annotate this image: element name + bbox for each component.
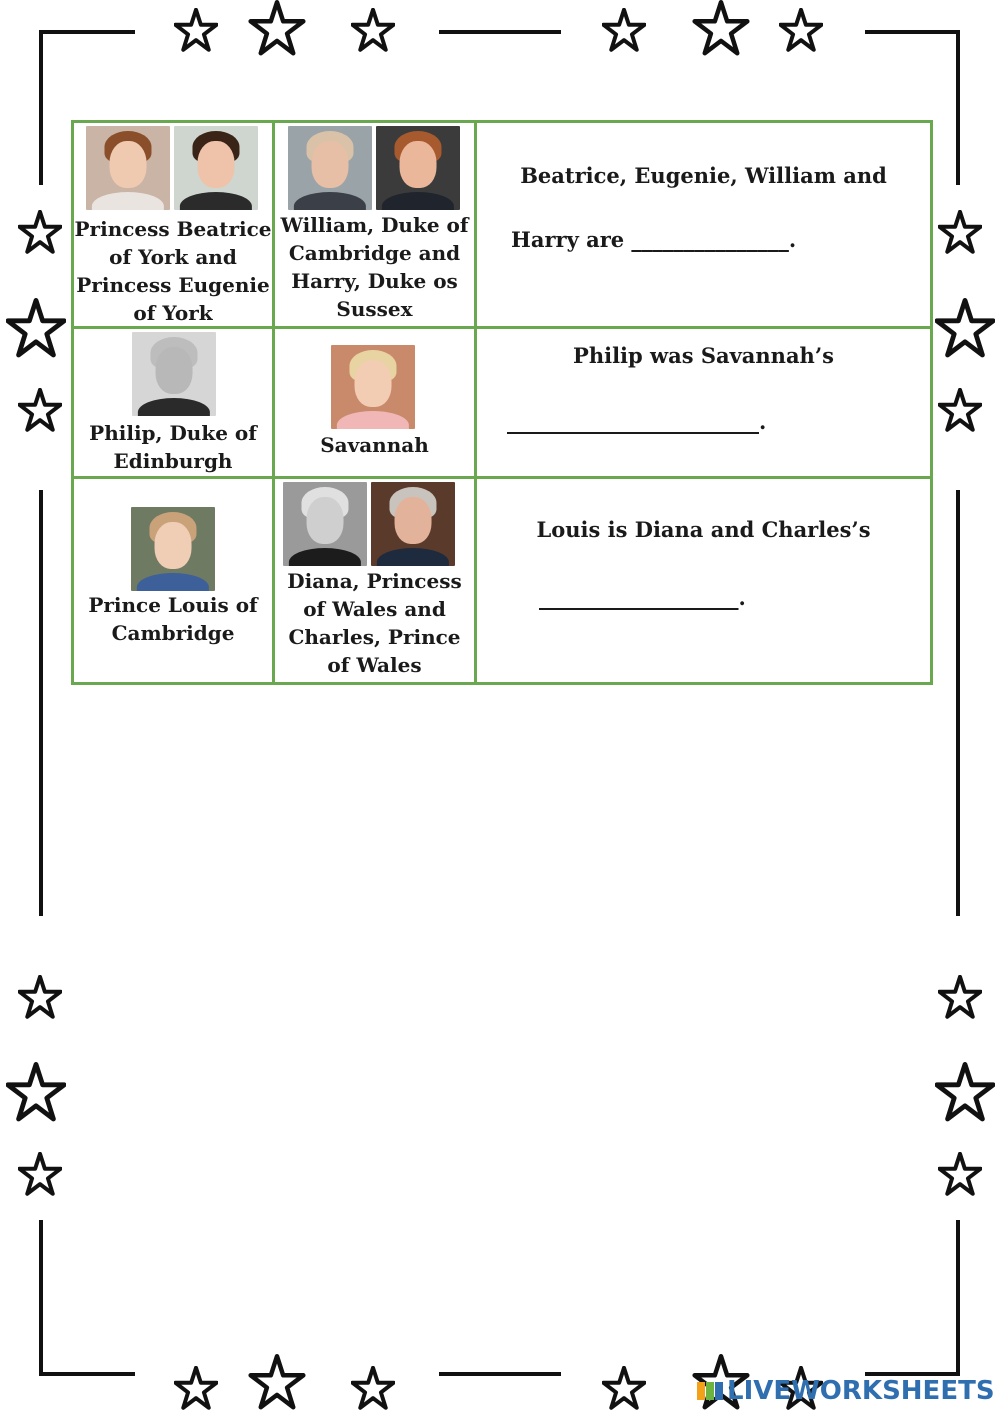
frame-line [439,30,561,34]
star-icon [938,1152,982,1196]
star-icon [938,975,982,1019]
photo-caption: Princess Beatrice of York and Princess Eugenie of York [74,217,272,325]
question-cell-2 [477,329,930,479]
frame-line [39,30,43,185]
star-icon [18,1152,62,1196]
eugenie-photo [174,126,258,210]
star-icon [602,8,646,52]
watermark-text: LIVEWORKSHEETS [727,1376,995,1406]
star-icon [18,388,62,432]
frame-line [865,30,960,34]
photo-caption: William, Duke of Cambridge and Harry, Duke os Sussex [280,213,469,321]
question-text: Louis is Diana and Charles’s [536,517,871,542]
star-icon [938,388,982,432]
frame-line [39,30,135,34]
photo-cell-louis [74,479,275,682]
question-blank-line[interactable]: ________________________. [507,409,767,434]
charles-photo [371,482,455,566]
star-icon [351,1366,395,1410]
star-icon [174,1366,218,1410]
star-icon [247,1354,307,1410]
liveworksheets-logo-icon [697,1378,723,1404]
photo-cell-savannah [275,329,477,479]
diana-photo [283,482,367,566]
star-icon [351,8,395,52]
liveworksheets-watermark [697,1376,995,1406]
star-icon [174,8,218,52]
photo-caption: Savannah [320,433,429,457]
question-cell-3 [477,479,930,682]
frame-line [956,1220,960,1376]
photo-cell-diana-charles [275,479,477,682]
beatrice-photo [86,126,170,210]
photo-cell-beatrice-eugenie [74,123,275,329]
star-icon [247,0,307,56]
star-icon [691,0,751,56]
question-text: Beatrice, Eugenie, William and [520,163,887,188]
frame-line [439,1372,561,1376]
frame-line [39,1372,135,1376]
savannah-photo [331,345,415,429]
frame-line [39,490,43,916]
photo-caption: Prince Louis of Cambridge [88,593,258,645]
star-icon [602,1366,646,1410]
frame-line [39,1220,43,1376]
star-icon [779,8,823,52]
william-photo [288,126,372,210]
question-cell-1 [477,123,930,329]
worksheet-table [71,120,933,685]
star-icon [6,298,66,358]
question-blank-line[interactable]: Harry are _______________. [511,227,797,252]
question-text: Philip was Savannah’s [573,343,834,368]
photo-cell-philip [74,329,275,479]
star-icon [18,210,62,254]
star-icon [18,975,62,1019]
photo-caption: Philip, Duke of Edinburgh [89,421,257,473]
star-icon [6,1062,66,1122]
photo-caption: Diana, Princess of Wales and Charles, Prince of Wales [287,569,462,677]
philip-photo [132,332,216,416]
star-icon [935,298,995,358]
star-icon [935,1062,995,1122]
louis-photo [131,507,215,591]
harry-photo [376,126,460,210]
frame-line [956,30,960,185]
question-blank-line[interactable]: ___________________. [539,585,746,610]
frame-line [956,490,960,916]
photo-cell-william-harry [275,123,477,329]
star-icon [938,210,982,254]
